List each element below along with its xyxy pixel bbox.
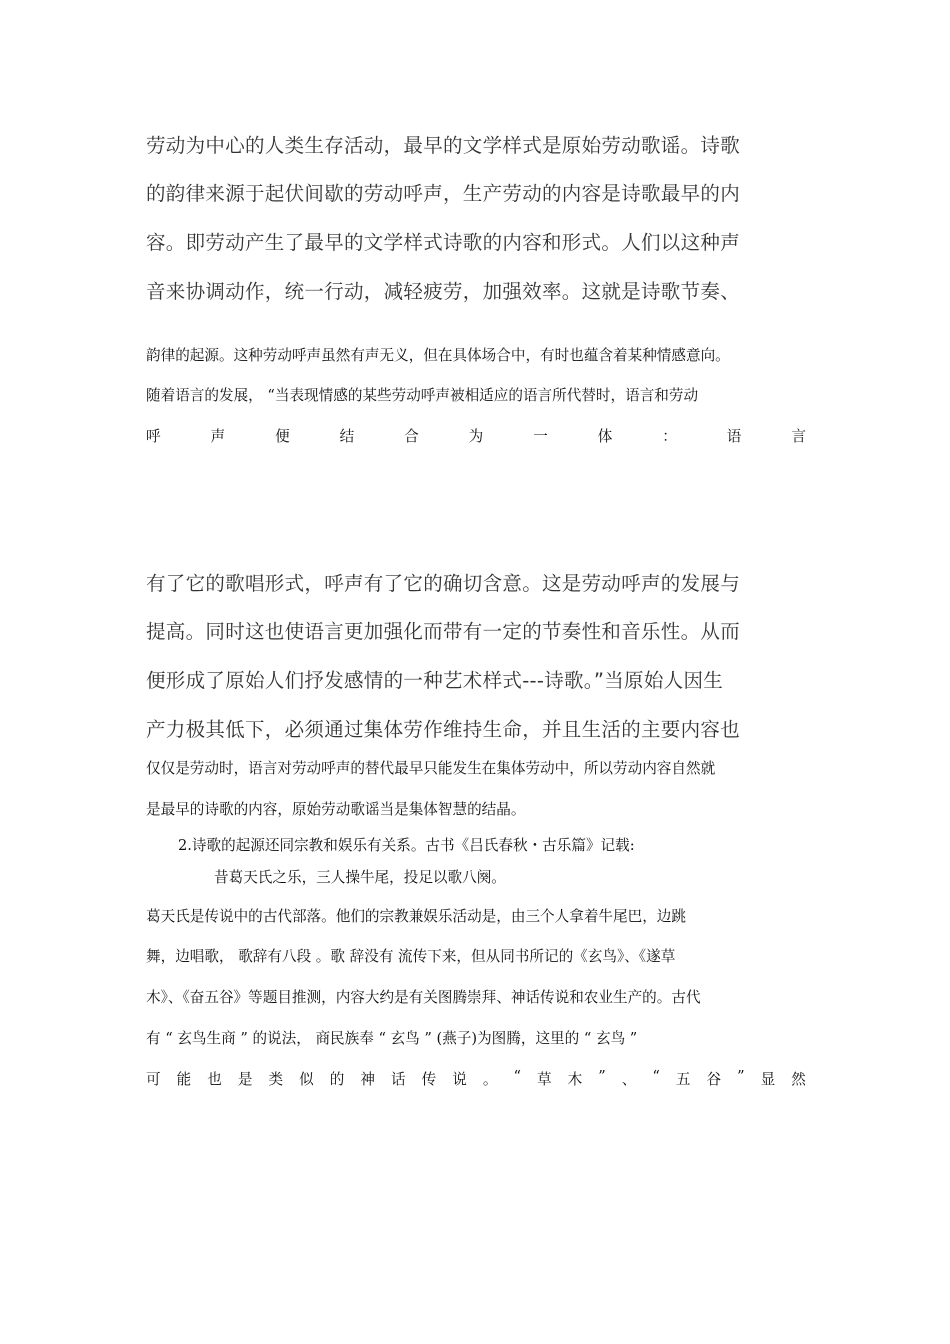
paragraph-line: 随着语言的发展， “当表现情感的某些劳动呼声被相适应的语言所代替时，语言和劳动 — [146, 387, 699, 404]
justified-char: 似 — [299, 1071, 314, 1088]
justified-char: 木 — [567, 1071, 583, 1088]
justified-char: 说 — [452, 1071, 467, 1088]
justified-char: 声 — [210, 428, 226, 445]
justified-char: 一 — [533, 428, 548, 445]
justified-char: “ — [652, 1068, 660, 1085]
justified-char: 是 — [237, 1071, 253, 1088]
justified-char: 话 — [391, 1071, 406, 1088]
justified-char: 语 — [726, 428, 742, 445]
justified-char: “ — [513, 1068, 521, 1085]
justified-char: 结 — [339, 428, 355, 445]
justified-char: 言 — [791, 428, 806, 445]
paragraph-line: 劳动为中心的人类生存活动，最早的文学样式是原始劳动歌谣。诗歌 — [146, 134, 741, 157]
justified-char: 为 — [468, 428, 484, 445]
justified-char: ” — [598, 1068, 606, 1085]
justified-char: 类 — [268, 1071, 284, 1088]
paragraph-line: 提高。同时这也使语言更加强化而带有一定的节奏性和音乐性。从而 — [146, 620, 741, 643]
justified-char: 显 — [760, 1071, 776, 1088]
paragraph-line: 的韵律来源于起伏间歇的劳动呼声，生产劳动的内容是诗歌最早的内 — [146, 182, 741, 205]
paragraph-line: 葛天氏是传说中的古代部落。他们的宗教兼娱乐活动是，由三个人拿着牛尾巴，边跳 — [146, 908, 686, 925]
justified-char: 。 — [482, 1071, 498, 1088]
quote-line: 昔葛天氏之乐，三人操牛尾，投足以歌八阕。 — [214, 869, 506, 886]
paragraph-line: 便形成了原始人们抒发感情的一种艺术样式---诗歌。”当原始人因生 — [146, 669, 724, 692]
justified-char: 呼 — [146, 428, 161, 445]
section-heading-line: 2.诗歌的起源还同宗教和娱乐有关系。古书《吕氏春秋・古乐篇》记载: — [178, 837, 635, 854]
justified-char: 能 — [176, 1071, 192, 1088]
paragraph-line: 容。即劳动产生了最早的文学样式诗歌的内容和形式。人们以这种声 — [146, 231, 741, 254]
justified-line — [146, 425, 806, 446]
paragraph-line: 仅仅是劳动时，语言对劳动呼声的替代最早只能发生在集体劳动中，所以劳动内容自然就 — [146, 760, 716, 777]
justified-char: 草 — [536, 1071, 552, 1088]
justified-char: ： — [662, 428, 677, 445]
paragraph-line: 有了它的歌唱形式，呼声有了它的确切含意。这是劳动呼声的发展与 — [146, 572, 741, 595]
justified-char: 的 — [329, 1071, 345, 1088]
justified-char: 也 — [207, 1071, 222, 1088]
justified-char: 谷 — [706, 1071, 722, 1088]
justified-char: ” — [737, 1068, 745, 1085]
justified-char: 便 — [275, 428, 290, 445]
paragraph-line: 木》、《奋五谷》等题目推测，内容大约是有关图腾崇拜、神话传说和农业生产的。古代 — [146, 989, 701, 1006]
paragraph-line: 舞，边唱歌， 歌辞有八段 。歌 辞没有 流传下来，但从同书所记的《玄鸟》、《遂草 — [146, 948, 676, 965]
justified-char: 、 — [621, 1071, 637, 1088]
justified-line — [146, 1068, 806, 1089]
paragraph-line: 音来协调动作，统一行动，减轻疲劳，加强效率。这就是诗歌节奏、 — [146, 280, 741, 303]
justified-char: 合 — [404, 428, 419, 445]
paragraph-line: 产力极其低下，必须通过集体劳作维持生命，并且生活的主要内容也 — [146, 718, 741, 741]
justified-char: 五 — [675, 1071, 691, 1088]
justified-char: 神 — [360, 1071, 375, 1088]
paragraph-line: 是最早的诗歌的内容，原始劳动歌谣当是集体智慧的结晶。 — [146, 801, 526, 818]
paragraph-line: 韵律的起源。这种劳动呼声虽然有声无义，但在具体场合中，有时也蕴含着某种情感意向。 — [146, 347, 730, 364]
justified-char: 然 — [791, 1071, 806, 1088]
justified-char: 可 — [146, 1071, 161, 1088]
paragraph-line: 有 “ 玄鸟生商 ” 的说法， 商民族奉 “ 玄鸟 ” (燕子)为图腾，这里的 “ 玄鸟 ” — [146, 1030, 638, 1047]
justified-char: 体 — [597, 428, 613, 445]
justified-char: 传 — [421, 1071, 437, 1088]
